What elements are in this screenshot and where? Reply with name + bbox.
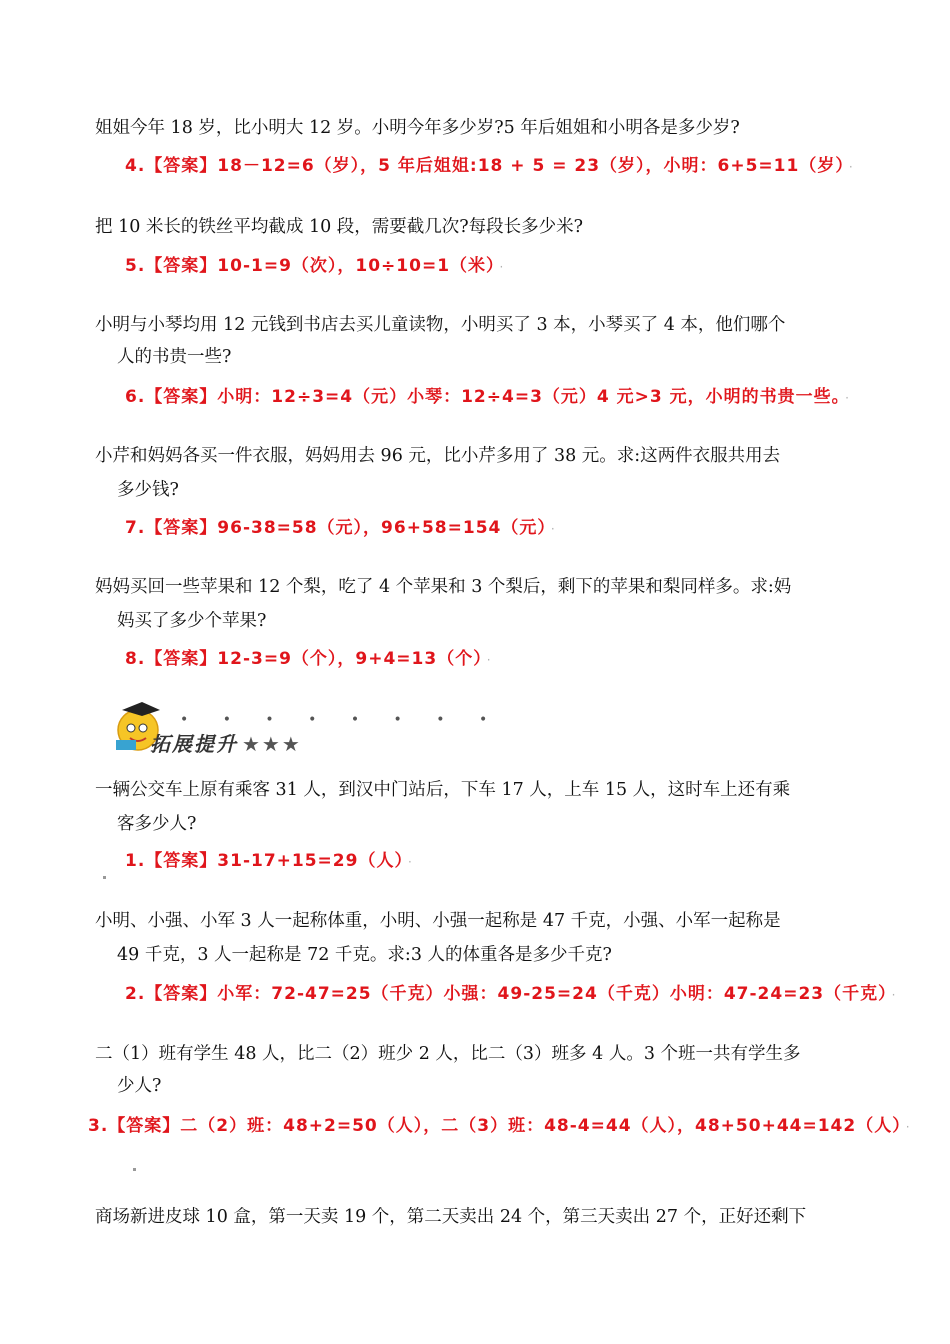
answer-8: 8.【答案】12-3=9（个），9+4=13（个） · <box>125 649 492 669</box>
answer-6: 6.【答案】小明：12÷3=4（元）小琴：12÷4=3（元）4 元>3 元，小明的书贵一些。 · <box>125 387 850 407</box>
question-7-cont: 多少钱? <box>117 480 179 500</box>
ext-answer-2: 2.【答案】小军：72-47=25（千克）小强：49-25=24（千克）小明：47-24=23（千克） · <box>125 984 897 1004</box>
ext-question-1-cont: 客多少人? <box>117 814 197 834</box>
answer-4: 4.【答案】18－12=6（岁），5 年后姐姐:18 + 5 = 23（岁），小明：6+5=11（岁） · <box>125 156 854 176</box>
ext-answer-3: 3.【答案】二（2）班：48+2=50（人），二（3）班：48-4=44（人），48+50+44=142（人） · <box>88 1116 911 1136</box>
section-dots: • • • • • • • • <box>180 712 503 728</box>
question-7: 小芹和妈妈各买一件衣服，妈妈用去 96 元，比小芹多用了 38 元。求:这两件衣服共用去 <box>95 446 781 466</box>
ext-question-1: 一辆公交车上原有乘客 31 人，到汉中门站后，下车 17 人，上车 15 人，这时车上还有乘 <box>95 780 791 800</box>
stars-icon: ★★★ <box>242 732 302 756</box>
question-6: 小明与小琴均用 12 元钱到书店去买儿童读物，小明买了 3 本，小琴买了 4 本，他们哪个 <box>95 315 786 335</box>
question-5: 把 10 米长的铁丝平均截成 10 段，需要截几次?每段长多少米? <box>95 217 584 237</box>
question-8-cont: 妈买了多少个苹果? <box>117 611 267 631</box>
answer-7: 7.【答案】96-38=58（元），96+58=154（元） · <box>125 518 556 538</box>
question-6-cont: 人的书贵一些? <box>117 347 232 367</box>
ext-question-2: 小明、小强、小军 3 人一起称体重，小明、小强一起称是 47 千克，小强、小军一起称是 <box>95 911 781 931</box>
section-title: 拓展提升 ★★★ <box>150 732 302 756</box>
ext-answer-1: 1.【答案】31-17+15=29（人） · <box>125 851 413 871</box>
question-8: 妈妈买回一些苹果和 12 个梨，吃了 4 个苹果和 3 个梨后，剩下的苹果和梨同样多。求:妈 <box>95 577 792 597</box>
ext-question-4: 商场新进皮球 10 盒，第一天卖 19 个，第二天卖出 24 个，第三天卖出 27 个，正好还剩下 <box>95 1207 807 1227</box>
ext-question-2-cont: 49 千克，3 人一起称是 72 千克。求:3 人的体重各是多少千克? <box>117 945 612 965</box>
tick-mark <box>103 876 106 879</box>
answer-5: 5.【答案】10-1=9（次），10÷10=1（米） · <box>125 256 505 276</box>
tick-mark <box>133 1168 136 1171</box>
ext-question-3-cont: 少人? <box>117 1076 162 1096</box>
question-4: 姐姐今年 18 岁，比小明大 12 岁。小明今年多少岁?5 年后姐姐和小明各是多少岁? <box>95 118 740 138</box>
ext-question-3: 二（1）班有学生 48 人，比二（2）班少 2 人，比二（3）班多 4 人。3 个班一共有学生多 <box>95 1044 801 1064</box>
